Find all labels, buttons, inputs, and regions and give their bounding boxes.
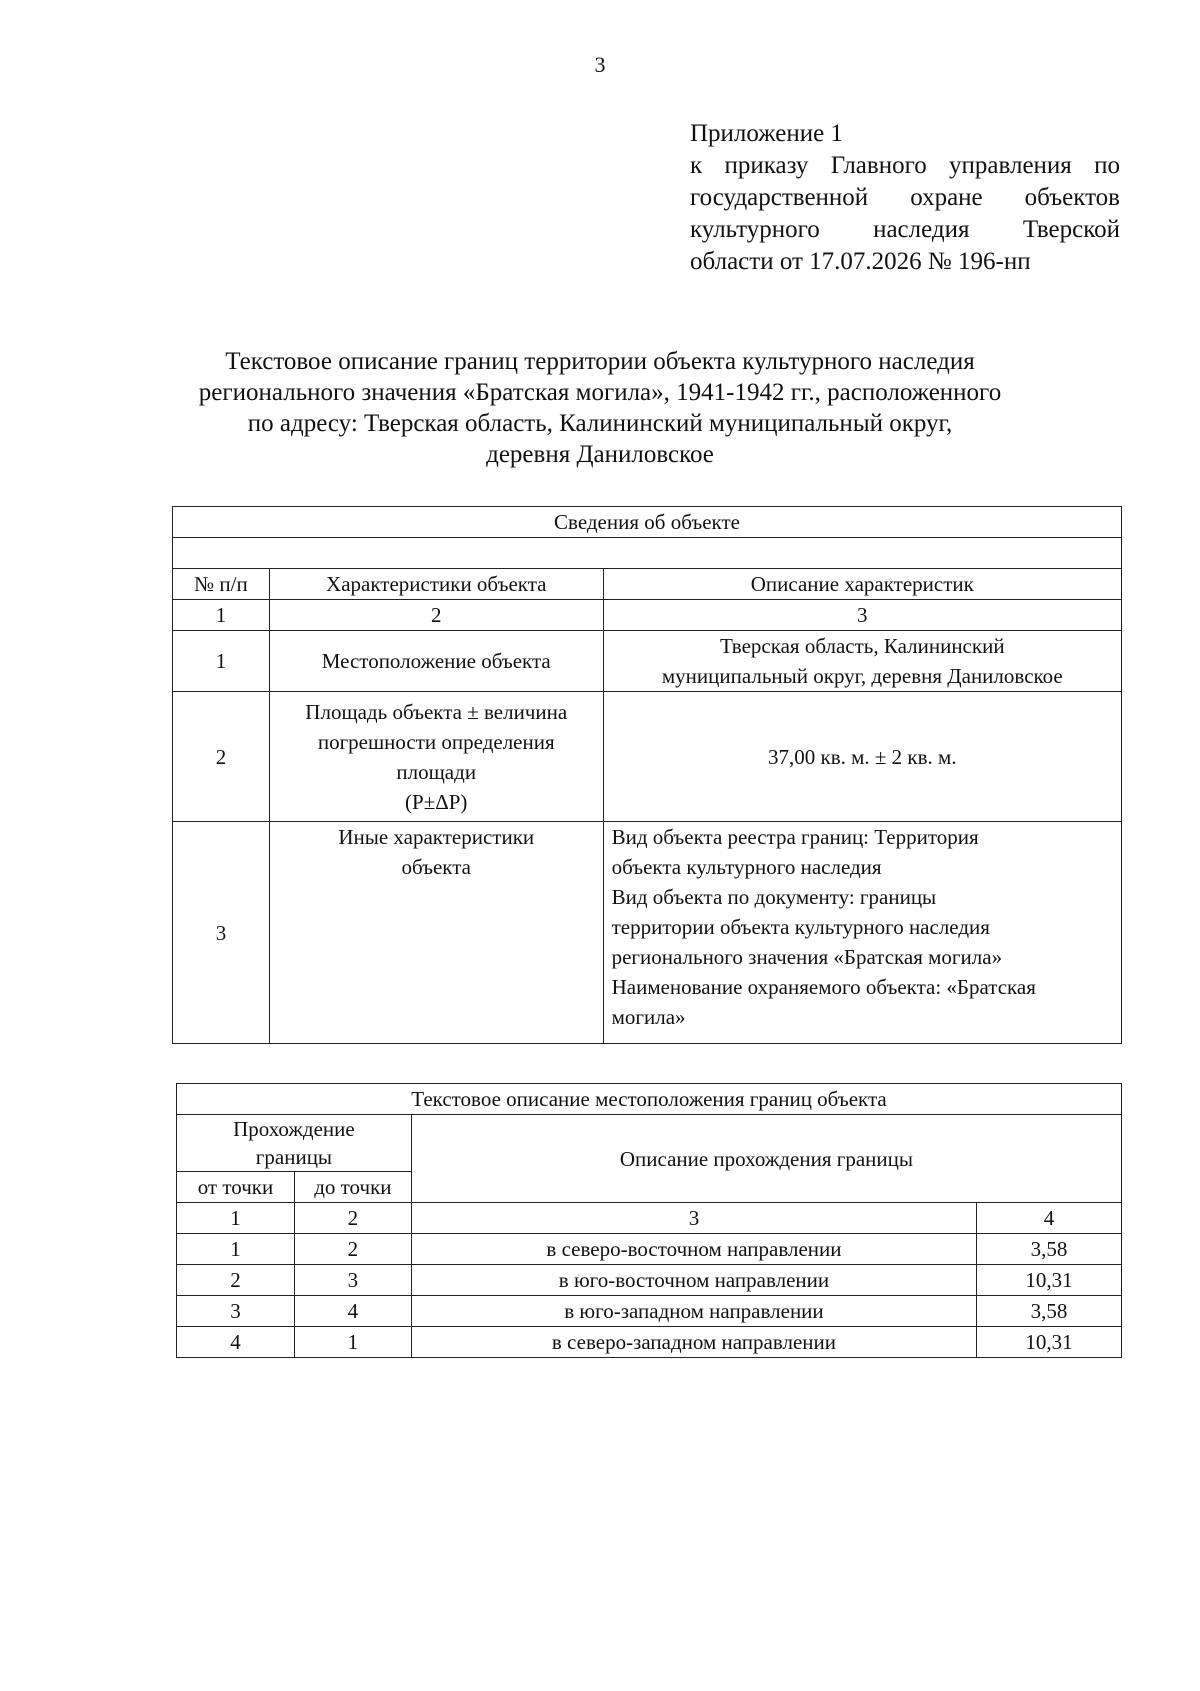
header-description: Описание характеристик — [603, 569, 1121, 600]
characteristic-line: (P±ΔP) — [405, 789, 468, 814]
numbering-cell: 2 — [269, 600, 603, 631]
header-characteristics: Характеристики объекта — [269, 569, 603, 600]
row-characteristic — [269, 631, 603, 692]
from-point: 2 — [177, 1265, 295, 1296]
row-number: 1 — [173, 631, 270, 692]
header-line: границы — [255, 1145, 333, 1169]
boundary-table — [176, 1083, 1122, 1358]
page-number: 3 — [594, 52, 606, 77]
header-line: Прохождение — [233, 1117, 355, 1141]
to-point: 1 — [294, 1327, 411, 1358]
header-boundary-pass — [177, 1115, 412, 1172]
appendix-line: культурного наследия Тверской — [690, 216, 1120, 243]
table-row — [177, 1296, 1122, 1327]
to-point: 3 — [294, 1265, 411, 1296]
header-from-point: от точки — [177, 1172, 295, 1203]
row-characteristic — [269, 692, 603, 822]
document-title — [150, 346, 1050, 470]
empty-cell — [173, 538, 1122, 569]
table-numbering-row — [177, 1203, 1122, 1234]
description-line: Вид объекта реестра границ: Территория — [611, 825, 979, 849]
numbering-cell: 1 — [177, 1203, 295, 1234]
row-number: 3 — [173, 822, 270, 1044]
header-to-point: до точки — [294, 1172, 411, 1203]
numbering-cell: 3 — [411, 1203, 976, 1234]
table-row — [177, 1327, 1122, 1358]
table-row — [173, 631, 1122, 692]
description-line: Вид объекта по документу: границы — [611, 885, 937, 909]
table-caption: Сведения об объекте — [173, 507, 1122, 538]
title-line: деревня Даниловское — [486, 441, 714, 468]
characteristic-line: погрешности определения — [317, 729, 555, 754]
from-point: 3 — [177, 1296, 295, 1327]
table-header-row — [173, 569, 1122, 600]
description-line: Наименование охраняемого объекта: «Братская — [611, 975, 1036, 999]
table-caption: Текстовое описание местоположения границ объекта — [177, 1084, 1122, 1115]
row-number: 2 — [173, 692, 270, 822]
boundary-length: 10,31 — [977, 1327, 1122, 1358]
table-row — [173, 692, 1122, 822]
table-header-row — [177, 1115, 1122, 1172]
boundary-length: 3,58 — [977, 1234, 1122, 1265]
title-line: по адресу: Тверская область, Калининский муниципальный округ, — [247, 410, 953, 437]
header-number: № п/п — [173, 569, 270, 600]
appendix-block — [690, 118, 1120, 278]
header-boundary-description: Описание прохождения границы — [411, 1115, 1121, 1203]
description-line: объекта культурного наследия — [611, 855, 882, 879]
table-empty-row — [173, 538, 1122, 569]
boundary-direction: в северо-восточном направлении — [411, 1234, 976, 1265]
to-point: 4 — [294, 1296, 411, 1327]
characteristic-line: Местоположение объекта — [321, 649, 551, 673]
table-row — [177, 1265, 1122, 1296]
boundary-length: 10,31 — [977, 1265, 1122, 1296]
appendix-line: к приказу Главного управления по — [690, 152, 1120, 179]
characteristic-line: площади — [396, 759, 477, 784]
row-characteristic — [269, 822, 603, 1044]
description-line: могила» — [611, 1005, 686, 1029]
numbering-cell: 3 — [603, 600, 1121, 631]
table-row — [177, 1234, 1122, 1265]
row-description — [603, 822, 1121, 1044]
from-point: 4 — [177, 1327, 295, 1358]
description-line: муниципальный округ, деревня Даниловское — [661, 664, 1063, 688]
to-point: 2 — [294, 1234, 411, 1265]
object-info-table — [172, 506, 1122, 1044]
characteristic-line: Иные характеристики — [338, 825, 535, 849]
table-caption-row — [177, 1084, 1122, 1115]
characteristic-line: Площадь объекта ± величина — [305, 699, 568, 724]
description-line: 37,00 кв. м. ± 2 кв. м. — [768, 744, 957, 769]
description-line: регионального значения «Братская могила» — [611, 945, 1003, 969]
numbering-cell: 1 — [173, 600, 270, 631]
boundary-length: 3,58 — [977, 1296, 1122, 1327]
appendix-line: Приложение 1 — [690, 120, 843, 147]
numbering-cell: 2 — [294, 1203, 411, 1234]
appendix-line: области от 17.07.2026 № 196-нп — [690, 248, 1031, 275]
table-numbering-row — [173, 600, 1122, 631]
from-point: 1 — [177, 1234, 295, 1265]
row-description — [603, 631, 1121, 692]
description-line: Тверская область, Калининский — [720, 634, 1005, 658]
row-description — [603, 692, 1121, 822]
title-line: Текстовое описание границ территории объекта культурного наследия — [225, 348, 975, 375]
title-line: регионального значения «Братская могила», 1941-1942 гг., расположенного — [198, 379, 1002, 406]
boundary-direction: в юго-восточном направлении — [411, 1265, 976, 1296]
characteristic-line: объекта — [401, 855, 471, 879]
table-row — [173, 822, 1122, 1044]
numbering-cell: 4 — [977, 1203, 1122, 1234]
table-caption-row — [173, 507, 1122, 538]
boundary-direction: в юго-западном направлении — [411, 1296, 976, 1327]
appendix-line: государственной охране объектов — [690, 184, 1120, 211]
description-line: территории объекта культурного наследия — [611, 915, 990, 939]
boundary-direction: в северо-западном направлении — [411, 1327, 976, 1358]
